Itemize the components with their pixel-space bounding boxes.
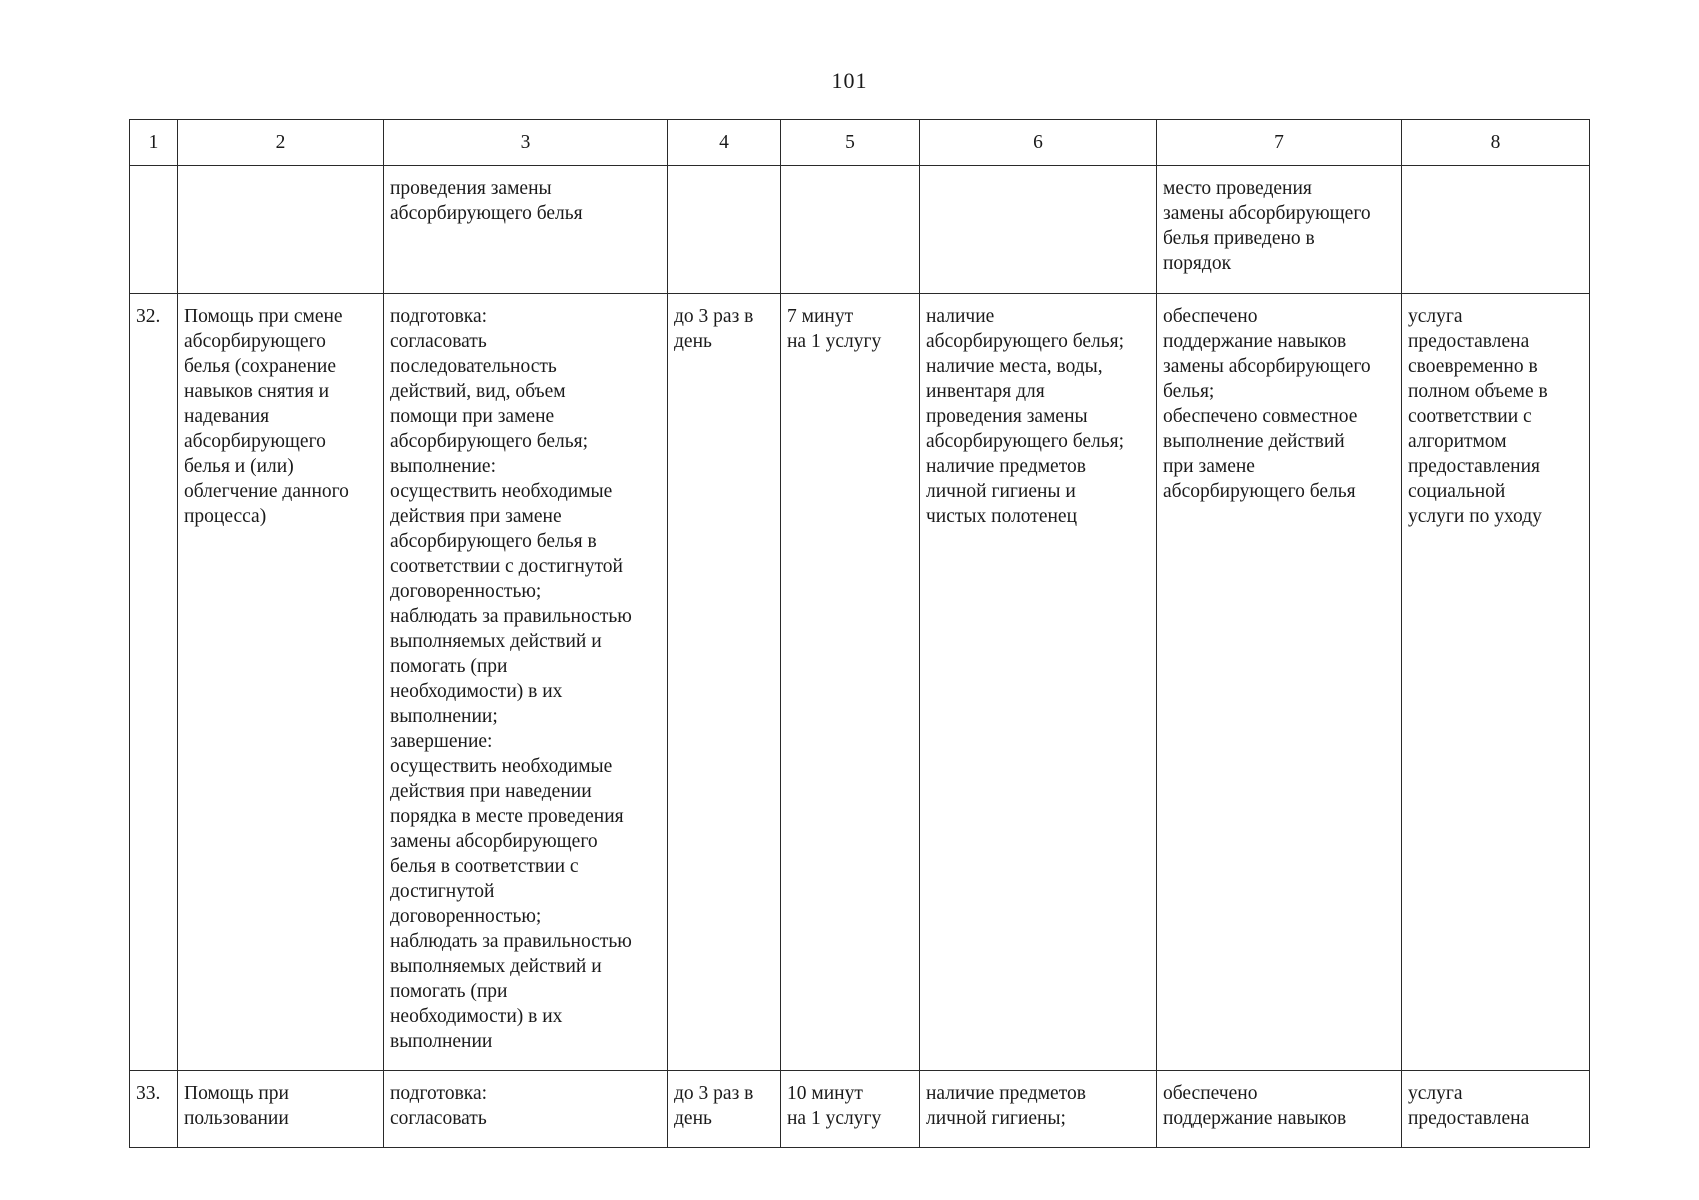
result-cell: обеспечено поддержание навыков замены абсорбирующего белья; обеспечено совместное выполнение действий при замене абсорбирующего белья <box>1157 294 1402 1071</box>
conditions-cell: наличие абсорбирующего белья; наличие места, воды, инвентаря для проведения замены абсорбирующего белья; наличие предметов личной гигиены и чистых полотенец <box>920 294 1157 1071</box>
services-table <box>129 119 1590 1148</box>
quality-cell: услуга предоставлена своевременно в полном объеме в соответствии с алгоритмом предоставления социальной услуги по уходу <box>1402 294 1590 1071</box>
table-cell: проведения замены абсорбирующего белья <box>384 166 668 294</box>
table-row-33 <box>130 1071 1590 1148</box>
page-number: 101 <box>831 68 868 93</box>
conditions-cell: наличие предметов личной гигиены; <box>920 1071 1157 1148</box>
column-number-cell: 7 <box>1157 120 1402 166</box>
service-content-cell: подготовка: согласовать <box>384 1071 668 1148</box>
frequency-cell: до 3 раз в день <box>668 1071 781 1148</box>
service-content-cell: подготовка: согласовать последовательность действий, вид, объем помощи при замене абсорбирующего белья; выполнение: осуществить необходимые действия при замене абсорбирующего белья в соответствии с достигнутой договоренностью; наблюдать за правильностью выполняемых действий и помогать (при необходимости) в их выполнении; завершение: осуществить необходимые действия при наведении порядка в месте проведения замены абсорбирующего белья в соответствии с достигнутой договоренностью; наблюдать за правильностью выполняемых действий и помогать (при необходимости) в их выполнении <box>384 294 668 1071</box>
column-number-cell: 3 <box>384 120 668 166</box>
result-cell: обеспечено поддержание навыков <box>1157 1071 1402 1148</box>
table-header-row <box>130 120 1590 166</box>
row-number-cell: 32. <box>130 294 178 1071</box>
table-cell <box>130 166 178 294</box>
table-row-32 <box>130 294 1590 1071</box>
table-cell <box>920 166 1157 294</box>
table-cell <box>1402 166 1590 294</box>
column-number-cell: 5 <box>781 120 920 166</box>
service-name-cell: Помощь при пользовании <box>178 1071 384 1148</box>
duration-cell: 10 минут на 1 услугу <box>781 1071 920 1148</box>
table-cell: место проведения замены абсорбирующего белья приведено в порядок <box>1157 166 1402 294</box>
column-number-cell: 2 <box>178 120 384 166</box>
table-cell <box>781 166 920 294</box>
frequency-cell: до 3 раз в день <box>668 294 781 1071</box>
row-number-cell: 33. <box>130 1071 178 1148</box>
quality-cell: услуга предоставлена <box>1402 1071 1590 1148</box>
table-row-continuation <box>130 166 1590 294</box>
column-number-cell: 4 <box>668 120 781 166</box>
column-number-cell: 8 <box>1402 120 1590 166</box>
duration-cell: 7 минут на 1 услугу <box>781 294 920 1071</box>
table-cell <box>668 166 781 294</box>
column-number-cell: 1 <box>130 120 178 166</box>
service-name-cell: Помощь при смене абсорбирующего белья (сохранение навыков снятия и надевания абсорбирующего белья и (или) облегчение данного процесса) <box>178 294 384 1071</box>
column-number-cell: 6 <box>920 120 1157 166</box>
table-cell <box>178 166 384 294</box>
